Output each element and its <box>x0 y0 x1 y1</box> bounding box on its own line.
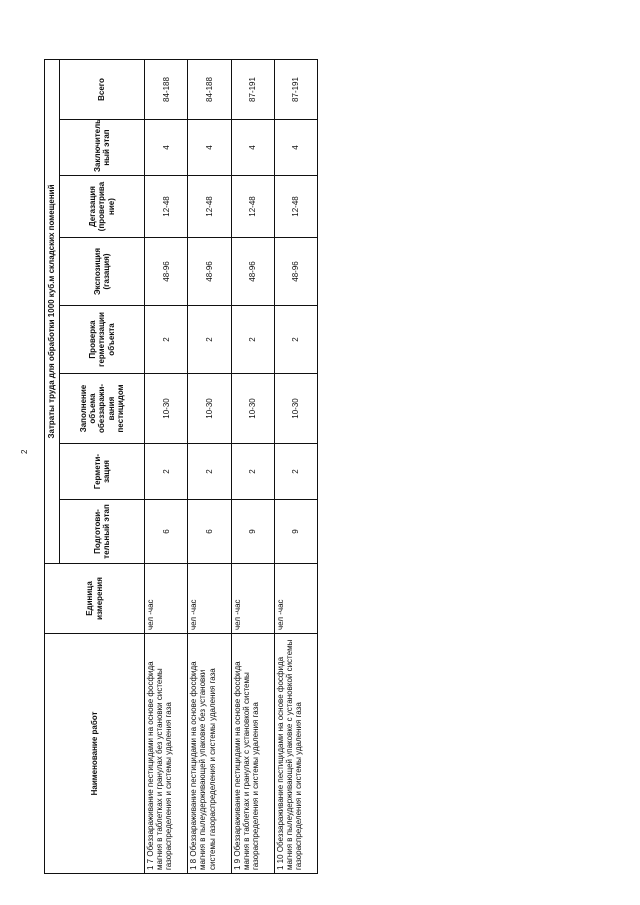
row-total: 84-188 <box>188 59 231 119</box>
row-value: 2 <box>231 444 274 500</box>
header-total: Всего <box>60 59 145 119</box>
row-value: 6 <box>145 500 188 564</box>
row-value: 9 <box>274 500 317 564</box>
row-value: 10-30 <box>145 374 188 444</box>
row-value: 48-96 <box>145 238 188 306</box>
row-unit: чел -час <box>274 564 317 634</box>
row-value: 2 <box>274 444 317 500</box>
row-value: 2 <box>145 444 188 500</box>
header-stage: Экспозиция (газация) <box>60 238 145 306</box>
row-name: 1 7 Обеззараживание пестицидами на основе фосфида магния в таблетках и гранулах без установки системы газораспределения и системы удаления газа <box>145 634 188 874</box>
row-unit: чел -час <box>231 564 274 634</box>
row-value: 10-30 <box>274 374 317 444</box>
row-name: 1 10 Обеззараживание пестицидами на основе фосфида магния в пылеудерживающей упаковке с установкой системы газораспределения и системы удаления газа <box>274 634 317 874</box>
row-value: 6 <box>188 500 231 564</box>
table-row <box>145 59 188 873</box>
row-unit: чел -час <box>188 564 231 634</box>
header-row-group <box>45 59 60 873</box>
row-value: 2 <box>145 306 188 374</box>
row-total: 87-191 <box>274 59 317 119</box>
row-value: 48-96 <box>274 238 317 306</box>
header-stage: Дегазация (проветрива ние) <box>60 176 145 238</box>
row-value: 10-30 <box>231 374 274 444</box>
table-row <box>274 59 317 873</box>
row-value: 9 <box>231 500 274 564</box>
row-value: 4 <box>274 120 317 176</box>
header-stage: Заполнение объема обеззаражи-вания пестицидом <box>60 374 145 444</box>
header-group: Затраты труда для обработки 1000 куб.м складских помещений <box>45 59 60 563</box>
header-unit: Единица измерения <box>45 564 145 634</box>
row-total: 84-188 <box>145 59 188 119</box>
row-name: 1 9 Обеззараживание пестицидами на основе фосфида магния в таблетках и гранулах с установкой системы газораспределения и системы удаления газа <box>231 634 274 874</box>
row-value: 12-48 <box>231 176 274 238</box>
row-value: 4 <box>231 120 274 176</box>
row-value: 2 <box>188 306 231 374</box>
labor-costs-table <box>44 59 318 874</box>
row-value: 2 <box>231 306 274 374</box>
row-value: 4 <box>145 120 188 176</box>
rotated-table-container <box>44 60 318 874</box>
row-value: 48-96 <box>188 238 231 306</box>
header-name: Наименование работ <box>45 634 145 874</box>
row-value: 12-48 <box>145 176 188 238</box>
table-row <box>231 59 274 873</box>
row-value: 12-48 <box>274 176 317 238</box>
header-stage: Проверка герметизации объекта <box>60 306 145 374</box>
table-row <box>188 59 231 873</box>
row-value: 10-30 <box>188 374 231 444</box>
header-stage: Подготови-тельный этап <box>60 500 145 564</box>
header-stage: Заключитель ный этап <box>60 120 145 176</box>
row-value: 12-48 <box>188 176 231 238</box>
header-stage: Гермети-зация <box>60 444 145 500</box>
row-value: 4 <box>188 120 231 176</box>
row-name: 1 8 Обеззараживание пестицидами на основе фосфида магния в пылеудерживающей упаковке без установки системы газораспределения и системы удаления газа <box>188 634 231 874</box>
row-value: 2 <box>274 306 317 374</box>
row-unit: чел -час <box>145 564 188 634</box>
page-number: 2 <box>20 449 29 454</box>
row-value: 48-96 <box>231 238 274 306</box>
row-value: 2 <box>188 444 231 500</box>
row-total: 87-191 <box>231 59 274 119</box>
